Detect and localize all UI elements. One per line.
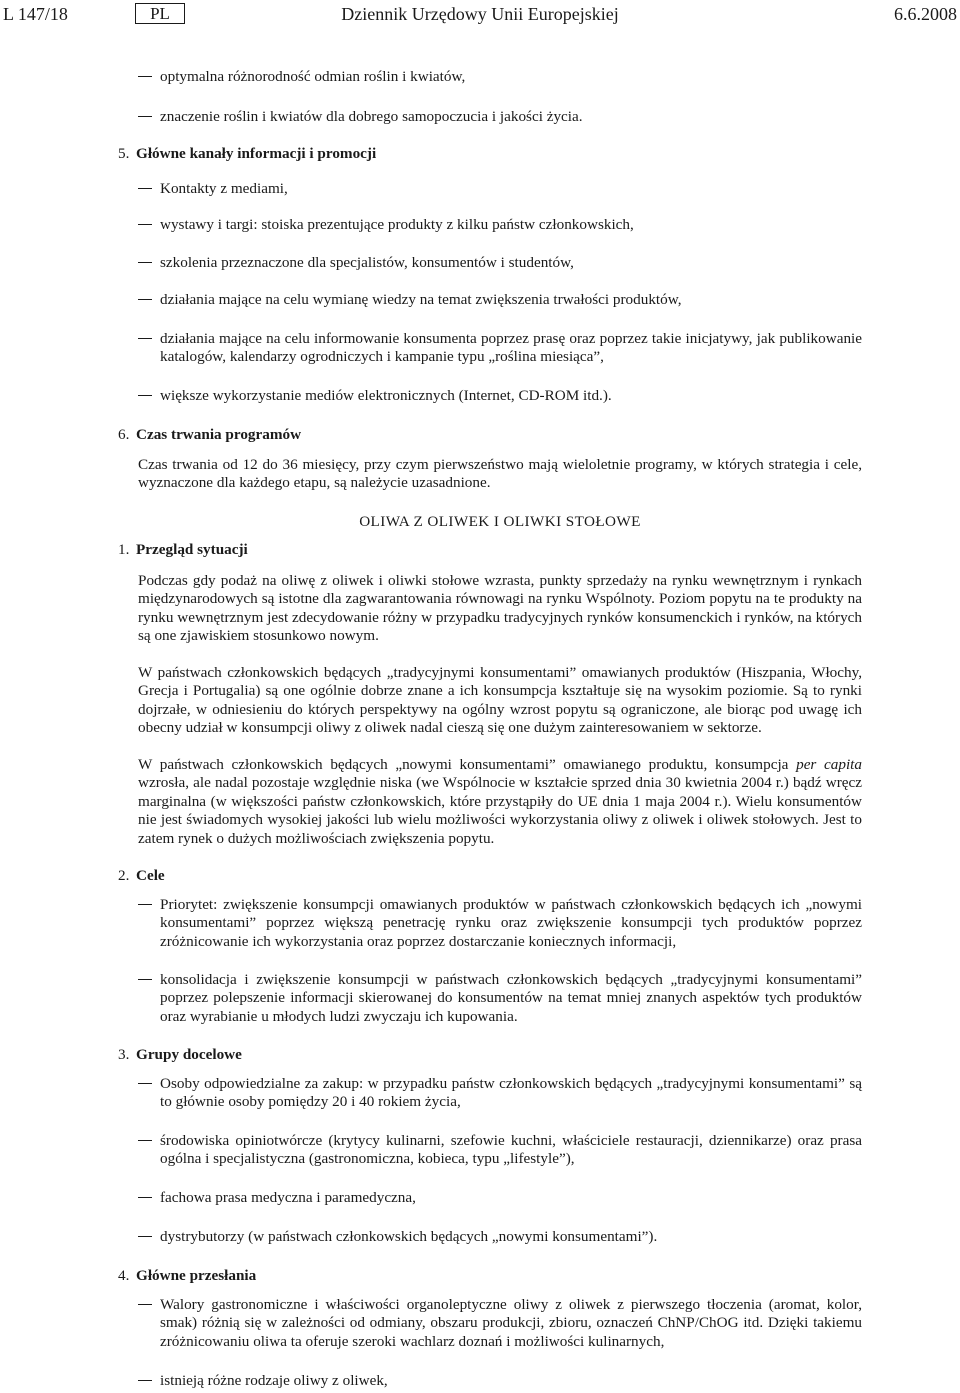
list-item-text: środowiska opiniotwórcze (krytycy kulinarni, szefowie kuchni, właściciele restauracji, dziennikarze) oraz prasa ogólna i specjalistyczna (gastronomiczna, kobieca, typu „lifestyle”), xyxy=(160,1132,862,1168)
list-item-text: Walory gastronomiczne i właściwości organoleptyczne oliwy z oliwek z pierwszego tłoczenia (aromat, kolor, smak) różnią się w zależności od odmiany, obszaru produkcji, zbioru, oznaczeń ChNP/ChOG itd. Dzięki takiemu zróżnicowaniu oliwa ta oferuje szeroki wachlarz doznań i możliwości kulinarnych, xyxy=(160,1296,862,1350)
dash-marker xyxy=(138,979,152,980)
section-title: Grupy docelowe xyxy=(136,1046,242,1063)
dash-marker xyxy=(138,338,152,339)
section-number: 6. xyxy=(118,426,130,443)
list-item xyxy=(138,108,862,126)
list-item-text: szkolenia przeznaczone dla specjalistów, konsumentów i studentów, xyxy=(160,254,574,271)
list-item xyxy=(138,1228,862,1246)
list-item-text: optymalna różnorodność odmian roślin i kwiatów, xyxy=(160,68,466,85)
list-item-text: fachowa prasa medyczna i paramedyczna, xyxy=(160,1189,416,1206)
section-title: Przegląd sytuacji xyxy=(136,541,248,558)
section-heading-2 xyxy=(118,867,862,885)
list-item xyxy=(138,216,862,234)
list-item-text: Priorytet: zwiększenie konsumpcji omawianych produktów w państwach członkowskich będących ich „nowymi konsumentami” poprzez większą penetrację rynku oraz zwiększenie konsumpcji tych produktów poprzez zróżnicowanie ich wykorzystania oraz poprzez dostarczanie koniecznych informacji, xyxy=(160,896,862,950)
dash-marker xyxy=(138,904,152,905)
paragraph: W państwach członkowskich będących „tradycyjnymi konsumentami” omawianych produktów (Hiszpania, Włochy, Grecja i Portugalia) są one ogólnie dobrze znane a ich konsumpcja kształtuje się na wysokim poziomie. Są to rynki dojrzałe, w odniesieniu do których perspektywy na ogólny wzrost popytu są ograniczone, ale biorąc pod uwagę ich obecny udział w konsumpcji oliwy z oliwek nadal cieszą się one dużym zainteresowaniem w sektorze. xyxy=(138,664,862,737)
list-item-text: dystrybutorzy (w państwach członkowskich będących „nowymi konsumentami”). xyxy=(160,1228,658,1245)
section-heading-1 xyxy=(118,541,862,559)
paragraph-text: wzrosła, ale nadal pozostaje względnie niska (we Wspólnocie w kształcie sprzed dnia 30 kwietnia 2004 r.) bądź wręcz marginalna (w większości państw członkowskich, które przystąpiły do UE dnia 1 maja 2004 r.). Wielu konsumentów nie jest świadomych wysokiej jakości lub wielu możliwości wykorzystania oliwy z oliwek i oliwek stołowych. Jest to zatem rynek o dużych możliwościach zwiększenia popytu. xyxy=(138,774,862,847)
list-item xyxy=(138,1296,862,1351)
list-item xyxy=(138,254,862,272)
section-heading-5 xyxy=(118,145,862,163)
paragraph: Podczas gdy podaż na oliwę z oliwek i oliwki stołowe wzrasta, punkty sprzedaży na rynku wewnętrznym i rynkach międzynarodowych są istotne dla zagwarantowania równowagi na rynku Wspólnoty. Poziom popytu na te produkty na rynku wewnętrznym jest zdecydowanie różny w przypadku tradycyjnych rynków konsumenckich i rynków, na których są one zjawiskiem stosunkowo nowym. xyxy=(138,572,862,645)
section-number: 1. xyxy=(118,541,130,558)
list-item-text: działania mające na celu wymianę wiedzy na temat zwiększenia trwałości produktów, xyxy=(160,291,682,308)
list-item xyxy=(138,1132,862,1169)
dash-marker xyxy=(138,224,152,225)
section-heading-3 xyxy=(118,1046,862,1064)
section-title: Główne kanały informacji i promocji xyxy=(136,145,377,162)
section-heading-4 xyxy=(118,1267,862,1285)
list-item-text: wystawy i targi: stoiska prezentujące produkty z kilku państw członkowskich, xyxy=(160,216,634,233)
list-item xyxy=(138,180,862,198)
dash-marker xyxy=(138,299,152,300)
list-item-text: działania mające na celu informowanie konsumenta poprzez prasę oraz poprzez takie inicjatywy, jak publikowanie katalogów, kalendarzy ogrodniczych i kampanie typu „roślina miesiąca”, xyxy=(160,330,862,366)
dash-marker xyxy=(138,1380,152,1381)
list-item xyxy=(138,1075,862,1112)
list-item xyxy=(138,68,862,86)
list-item xyxy=(138,330,862,367)
section-title: Czas trwania programów xyxy=(136,426,302,443)
page-header xyxy=(0,3,960,25)
language-badge: PL xyxy=(135,3,185,24)
section-number: 4. xyxy=(118,1267,130,1284)
list-item-text: konsolidacja i zwiększenie konsumpcji w państwach członkowskich będących „tradycyjnymi konsumentami” poprzez polepszenie informacji skierowanej do konsumentów na temat mniej znanych aspektów tych produktów oraz wyrabianie u młodych ludzi zwyczaju ich kupowania. xyxy=(160,971,862,1025)
dash-marker xyxy=(138,116,152,117)
section-title: Główne przesłania xyxy=(136,1267,257,1284)
dash-marker xyxy=(138,1083,152,1084)
section-number: 3. xyxy=(118,1046,130,1063)
publication-date: 6.6.2008 xyxy=(894,4,957,24)
list-item-text: większe wykorzystanie mediów elektronicznych (Internet, CD-ROM itd.). xyxy=(160,387,612,404)
list-item xyxy=(138,291,862,309)
section-title: Cele xyxy=(136,867,165,884)
list-item xyxy=(138,971,862,1026)
list-item xyxy=(138,896,862,951)
list-item-text: Osoby odpowiedzialne za zakup: w przypadku państw członkowskich będących „tradycyjnymi konsumentami” są to głównie osoby pomiędzy 20 i 40 rokiem życia, xyxy=(160,1075,862,1111)
dash-marker xyxy=(138,1140,152,1141)
dash-marker xyxy=(138,395,152,396)
list-item xyxy=(138,1372,862,1390)
dash-marker xyxy=(138,1197,152,1198)
journal-title: Dziennik Urzędowy Unii Europejskiej xyxy=(341,4,619,24)
dash-marker xyxy=(138,1236,152,1237)
section-number: 5. xyxy=(118,145,130,162)
list-item-text: Kontakty z mediami, xyxy=(160,180,288,197)
section-heading-6 xyxy=(118,426,862,444)
list-item xyxy=(138,1189,862,1207)
list-item-text: znaczenie roślin i kwiatów dla dobrego samopoczucia i jakości życia. xyxy=(160,108,583,125)
list-item xyxy=(138,387,862,405)
list-item-text: istnieją różne rodzaje oliwy z oliwek, xyxy=(160,1372,388,1389)
paragraph xyxy=(138,756,862,848)
dash-marker xyxy=(138,1304,152,1305)
page-reference: L 147/18 xyxy=(3,4,68,24)
dash-marker xyxy=(138,188,152,189)
italic-term: per capita xyxy=(796,756,862,773)
dash-marker xyxy=(138,76,152,77)
chapter-title: OLIWA Z OLIWEK I OLIWKI STOŁOWE xyxy=(359,513,641,530)
section-number: 2. xyxy=(118,867,130,884)
paragraph-text: W państwach członkowskich będących „nowymi konsumentami” omawianego produktu, konsumpcja xyxy=(138,756,789,773)
paragraph: Czas trwania od 12 do 36 miesięcy, przy czym pierwszeństwo mają wieloletnie programy, w których strategia i cele, wyznaczone dla każdego etapu, są należycie uzasadnione. xyxy=(138,456,862,492)
dash-marker xyxy=(138,262,152,263)
